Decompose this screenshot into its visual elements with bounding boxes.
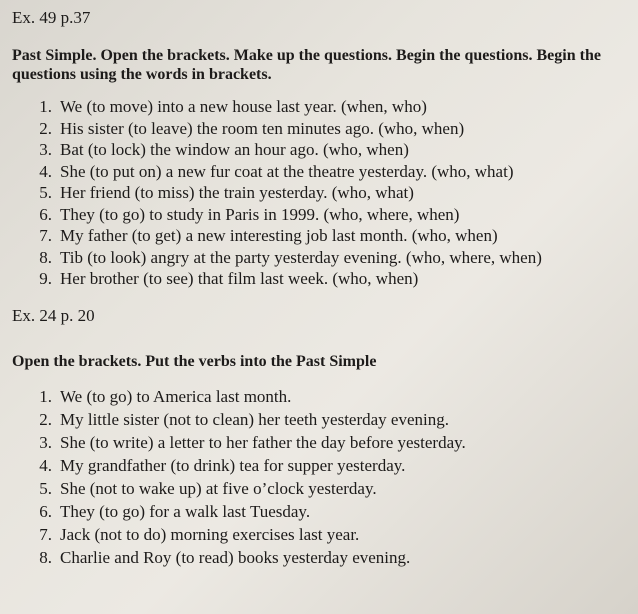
list-item [12, 523, 628, 546]
list-item [12, 546, 628, 569]
list-item [12, 385, 628, 408]
list-item [12, 431, 628, 454]
exercise-2-instruction: Open the brackets. Put the verbs into the Past Simple [12, 352, 377, 370]
item-number: 9. [39, 269, 52, 288]
exercise-1-reference: Ex. 49 p.37 [12, 8, 91, 27]
item-text: She (not to wake up) at five o’clock yesterday. [60, 478, 377, 498]
item-text: Charlie and Roy (to read) books yesterday evening. [60, 547, 411, 567]
item-text: Tib (to look) angry at the party yesterday evening. (who, where, when) [60, 247, 542, 267]
item-text: She (to put on) a new fur coat at the theatre yesterday. (who, what) [60, 161, 514, 181]
item-text: Her brother (to see) that film last week. (who, when) [60, 269, 419, 288]
item-text: They (to go) for a walk last Tuesday. [60, 501, 311, 521]
item-number: 1. [39, 386, 52, 406]
item-number: 8. [39, 247, 52, 267]
list-item [12, 500, 628, 523]
item-number: 2. [39, 118, 52, 138]
item-number: 8. [39, 547, 52, 567]
exercise-1-list [12, 96, 628, 290]
list-item [12, 96, 628, 118]
list-item [12, 161, 628, 183]
item-text: My little sister (not to clean) her teeth yesterday evening. [60, 409, 449, 429]
item-text: We (to go) to America last month. [60, 386, 292, 406]
list-item [12, 204, 628, 226]
exercise-2-list [12, 385, 628, 569]
exercise-1-instruction: Past Simple. Open the brackets. Make up the questions. Begin the questions. Begin the questions using the words in brackets. [12, 47, 601, 83]
item-number: 7. [39, 226, 52, 245]
list-item [12, 118, 628, 140]
item-number: 7. [39, 524, 52, 544]
item-number: 6. [39, 501, 52, 521]
item-text: Jack (not to do) morning exercises last year. [60, 524, 360, 544]
item-number: 3. [39, 140, 52, 159]
item-text: His sister (to leave) the room ten minutes ago. (who, when) [60, 118, 465, 138]
list-item [12, 477, 628, 500]
item-number: 1. [39, 97, 52, 116]
item-number: 5. [39, 183, 52, 202]
item-number: 3. [39, 432, 52, 452]
item-text: Bat (to lock) the window an hour ago. (who, when) [60, 140, 409, 159]
exercise-2-reference: Ex. 24 p. 20 [12, 305, 95, 325]
item-text: She (to write) a letter to her father the day before yesterday. [60, 432, 466, 452]
item-number: 5. [39, 478, 52, 498]
item-text: Her friend (to miss) the train yesterday. (who, what) [60, 183, 414, 202]
item-text: My grandfather (to drink) tea for supper yesterday. [60, 455, 406, 475]
item-text: My father (to get) a new interesting job last month. (who, when) [60, 226, 498, 245]
item-number: 4. [39, 161, 52, 181]
list-item [12, 182, 628, 204]
list-item [12, 454, 628, 477]
item-number: 4. [39, 455, 52, 475]
list-item [12, 247, 628, 269]
item-text: We (to move) into a new house last year. (when, who) [60, 97, 427, 116]
item-number: 2. [39, 409, 52, 429]
list-item [12, 268, 628, 290]
item-number: 6. [39, 204, 52, 224]
list-item [12, 408, 628, 431]
list-item [12, 139, 628, 161]
item-text: They (to go) to study in Paris in 1999. (who, where, when) [60, 204, 460, 224]
list-item [12, 225, 628, 247]
